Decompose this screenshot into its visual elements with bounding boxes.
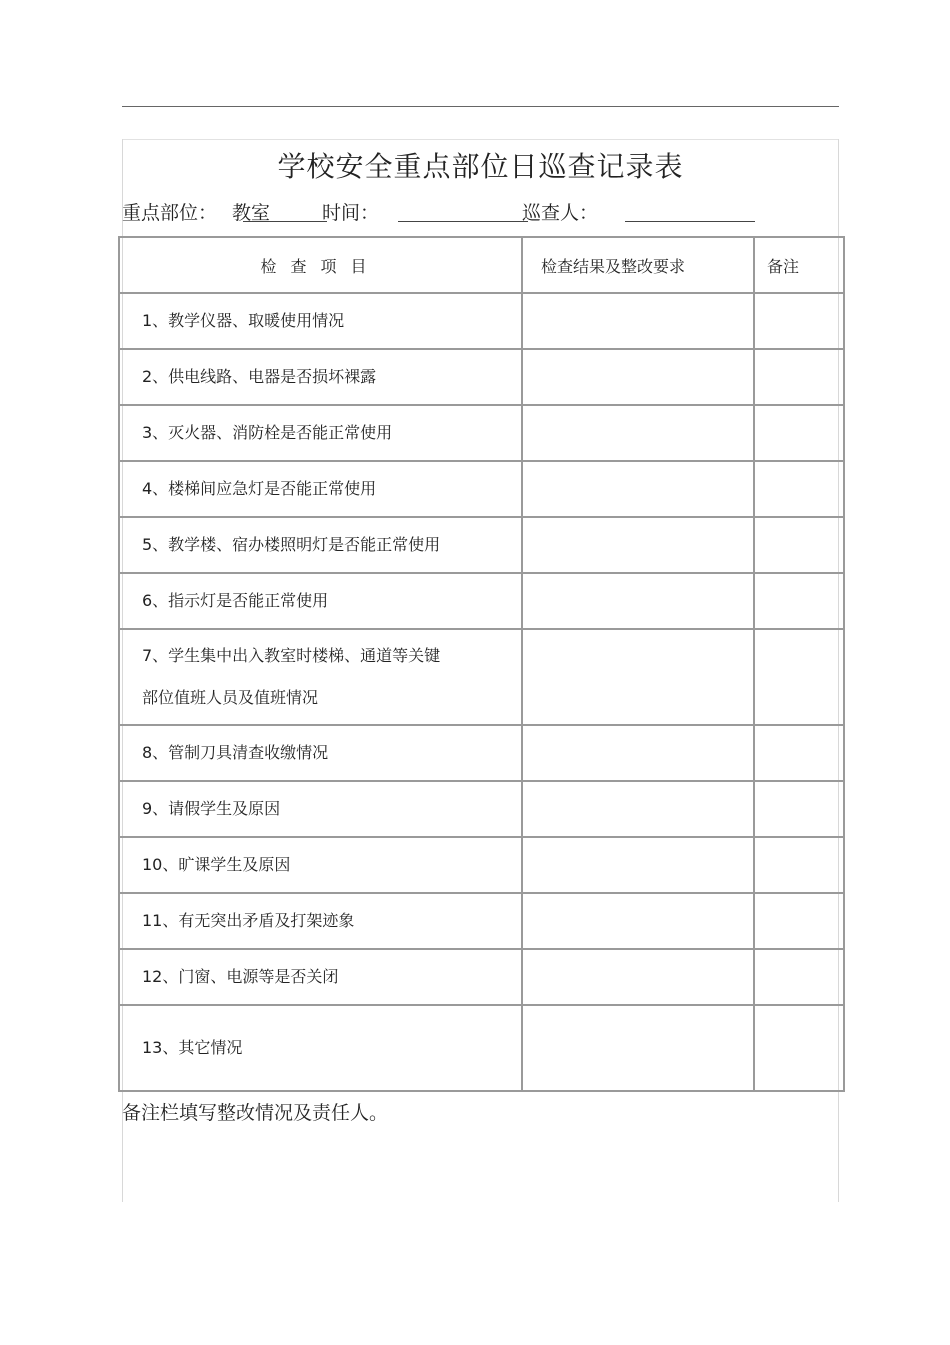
table-row	[119, 837, 844, 893]
row-item: 9、请假学生及原因	[119, 781, 522, 837]
row-item-line2: 部位值班人员及值班情况	[142, 688, 319, 707]
remark-cell[interactable]	[754, 781, 844, 837]
remark-cell[interactable]	[754, 461, 844, 517]
header-remark: 备注	[754, 237, 844, 293]
remark-cell[interactable]	[754, 949, 844, 1005]
result-cell[interactable]	[522, 949, 754, 1005]
remark-cell[interactable]	[754, 1005, 844, 1091]
header-result: 检查结果及整改要求	[522, 237, 754, 293]
row-item: 8、管制刀具清查收缴情况	[119, 725, 522, 781]
row-item: 6、指示灯是否能正常使用	[119, 573, 522, 629]
header-check-item: 检查项目	[119, 237, 522, 293]
remark-cell[interactable]	[754, 573, 844, 629]
row-item: 3、灭火器、消防栓是否能正常使用	[119, 405, 522, 461]
remark-cell[interactable]	[754, 893, 844, 949]
row-item-line1: 7、学生集中出入教室时楼梯、通道等关键	[142, 646, 441, 665]
result-cell[interactable]	[522, 725, 754, 781]
location-label: 重点部位：	[122, 202, 218, 224]
time-field[interactable]	[398, 221, 528, 222]
result-cell[interactable]	[522, 781, 754, 837]
result-cell[interactable]	[522, 837, 754, 893]
result-cell[interactable]	[522, 517, 754, 573]
row-item: 2、供电线路、电器是否损坏裸露	[119, 349, 522, 405]
result-cell[interactable]	[522, 629, 754, 725]
result-cell[interactable]	[522, 893, 754, 949]
table-row	[119, 349, 844, 405]
row-item: 10、旷课学生及原因	[119, 837, 522, 893]
row-item: 1、教学仪器、取暖使用情况	[119, 293, 522, 349]
table-row	[119, 573, 844, 629]
row-item: 13、其它情况	[119, 1005, 522, 1091]
top-rule	[122, 106, 839, 107]
result-cell[interactable]	[522, 293, 754, 349]
time-label: 时间：	[322, 202, 380, 224]
table-row	[119, 781, 844, 837]
table-row	[119, 517, 844, 573]
page-title: 学校安全重点部位日巡查记录表	[277, 150, 684, 183]
row-item	[119, 629, 522, 725]
table-header-row	[119, 237, 844, 293]
remark-cell[interactable]	[754, 629, 844, 725]
row-item: 12、门窗、电源等是否关闭	[119, 949, 522, 1005]
location-value: 教室	[232, 202, 271, 224]
footnote: 备注栏填写整改情况及责任人。	[122, 1102, 389, 1124]
row-item: 5、教学楼、宿办楼照明灯是否能正常使用	[119, 517, 522, 573]
row-item: 4、楼梯间应急灯是否能正常使用	[119, 461, 522, 517]
result-cell[interactable]	[522, 461, 754, 517]
table-row	[119, 293, 844, 349]
table-row	[119, 461, 844, 517]
table-row	[119, 893, 844, 949]
frame-top-border	[122, 139, 839, 140]
result-cell[interactable]	[522, 1005, 754, 1091]
result-cell[interactable]	[522, 349, 754, 405]
result-cell[interactable]	[522, 573, 754, 629]
result-cell[interactable]	[522, 405, 754, 461]
table-row	[119, 949, 844, 1005]
remark-cell[interactable]	[754, 293, 844, 349]
remark-cell[interactable]	[754, 725, 844, 781]
location-underline	[243, 221, 327, 222]
table-row	[119, 629, 844, 725]
inspector-label: 巡查人：	[522, 202, 599, 224]
table-row	[119, 725, 844, 781]
remark-cell[interactable]	[754, 517, 844, 573]
row-item: 11、有无突出矛盾及打架迹象	[119, 893, 522, 949]
table-row	[119, 1005, 844, 1091]
remark-cell[interactable]	[754, 405, 844, 461]
inspection-table	[118, 236, 845, 1092]
table-row	[119, 405, 844, 461]
inspector-field[interactable]	[625, 221, 755, 222]
remark-cell[interactable]	[754, 349, 844, 405]
remark-cell[interactable]	[754, 837, 844, 893]
